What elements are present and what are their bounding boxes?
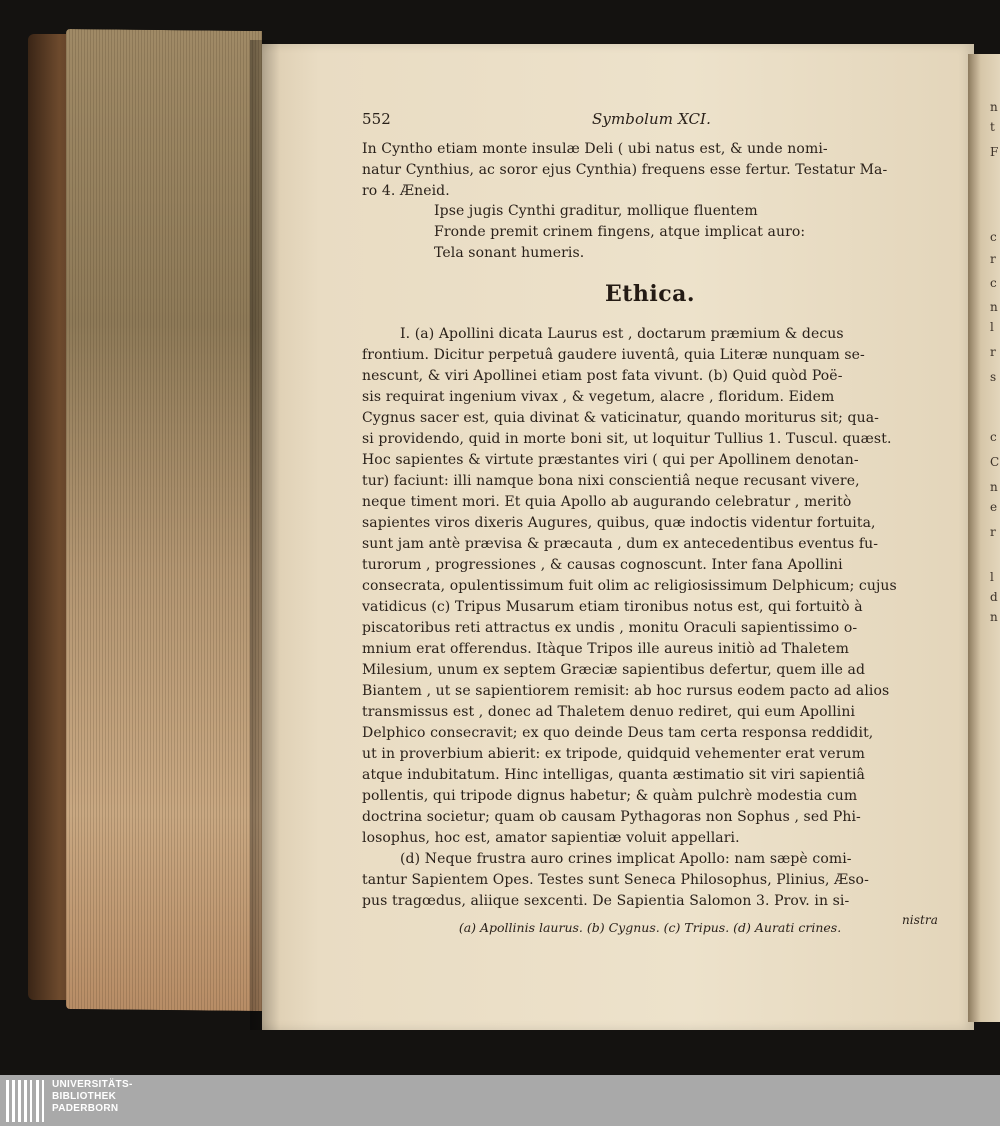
next-page-fragment: C (990, 455, 1000, 469)
next-page-fragment: n (990, 610, 998, 624)
body-line: (d) Neque frustra auro crines implicat Apollo: nam sæpè comi- (400, 851, 852, 867)
body-line: losophus, hoc est, amator sapientiæ voluit appellari. (362, 830, 740, 846)
page-number: 552 (362, 110, 391, 128)
next-page-fragment: c (990, 430, 997, 444)
verse-line: Tela sonant humeris. (434, 245, 585, 261)
page-gutter-shadow (250, 40, 280, 1030)
body-line: I. (a) Apollini dicata Laurus est , doctarum præmium & decus (400, 326, 844, 342)
next-page-fragment: r (990, 525, 996, 539)
body-line: consecrata, opulentissimum fuit olim ac religiosissimum Delphicum; cujus (362, 578, 897, 594)
body-line: mnium erat offerendus. Itàque Tripos ille aureus initiò ad Thaletem (362, 641, 850, 657)
body-line: vatidicus (c) Tripus Musarum etiam tironibus notus est, qui fortuitò à (362, 599, 863, 615)
verse-line: Fronde premit crinem fingens, atque implicat auro: (434, 224, 806, 240)
intro-line: ro 4. Æneid. (362, 183, 450, 199)
library-footer-bar (0, 1075, 1000, 1126)
next-page-fragment: t (990, 120, 995, 134)
library-name-line: UNIVERSITÄTS- (52, 1079, 133, 1090)
body-line: sapientes viros dixeris Augures, quibus, quæ indoctis videntur fortuita, (362, 515, 876, 531)
next-page-fragment: F (990, 145, 999, 159)
body-line: turorum , progressiones , & causas cognoscunt. Inter fana Apollini (362, 557, 843, 573)
next-page-fragment: e (990, 500, 998, 514)
body-line: tur) faciunt: illi namque bona nixi conscientiâ neque recusant vivere, (362, 473, 860, 489)
library-name-line: BIBLIOTHEK (52, 1091, 117, 1102)
body-line: ut in proverbium abierit: ex tripode, quidquid vehementer erat verum (362, 746, 865, 762)
library-name-line: PADERBORN (52, 1103, 119, 1114)
next-page-fragment: d (990, 590, 998, 604)
body-line: pollentis, qui tripode dignus habetur; & quàm pulchrè modestia cum (362, 788, 858, 804)
next-page-fragment: s (990, 370, 997, 384)
intro-line: In Cyntho etiam monte insulæ Deli ( ubi natus est, & unde nomi- (362, 141, 828, 157)
library-logo-icon (6, 1080, 46, 1122)
next-page-fragment: r (990, 252, 996, 266)
body-line: sis requirat ingenium vivax , & vegetum, alacre , floridum. Eidem (362, 389, 835, 405)
body-line: tantur Sapientem Opes. Testes sunt Seneca Philosophus, Plinius, Æso- (362, 872, 869, 888)
verse-quotation (362, 201, 938, 264)
body-line: atque indubitatum. Hinc intelligas, quanta æstimatio sit viri sapientiâ (362, 767, 865, 783)
next-page-fragment: c (990, 230, 997, 244)
ethica-body (362, 324, 938, 928)
verse-line: Ipse jugis Cynthi graditur, mollique fluentem (434, 203, 758, 219)
intro-line: natur Cynthius, ac soror ejus Cynthia) frequens esse fertur. Testatur Ma- (362, 162, 888, 178)
next-page-fragment: l (990, 570, 994, 584)
body-line: sunt jam antè prævisa & præcauta , dum ex antecedentibus eventus fu- (362, 536, 879, 552)
next-page-fragment: n (990, 100, 998, 114)
body-line: Biantem , ut se sapientiorem remisit: ab hoc rursus eodem pacto ad alios (362, 683, 890, 699)
next-page-margin (968, 54, 1000, 1022)
body-line: transmissus est , donec ad Thaletem denuo rediret, qui eum Apollini (362, 704, 856, 720)
next-page-fragment: r (990, 345, 996, 359)
next-page-fragment: n (990, 300, 998, 314)
library-name (52, 1079, 133, 1115)
next-page-fragment: l (990, 320, 994, 334)
next-page-fragment: c (990, 276, 997, 290)
body-line: Milesium, unum ex septem Græciæ sapientibus defertur, quem ille ad (362, 662, 866, 678)
body-line: Cygnus sacer est, quia divinat & vaticinatur, quando moriturus sit; qua- (362, 410, 879, 426)
page-header (362, 110, 938, 134)
intro-paragraph (362, 139, 938, 202)
section-title: Ethica. (604, 281, 696, 307)
body-line: piscatoribus reti attractus ex undis , monitu Oraculi sapientissimo o- (362, 620, 858, 636)
footnote-line: (a) Apollinis laurus. (b) Cygnus. (c) Tripus. (d) Aurati crines. (458, 920, 842, 935)
body-line: frontium. Dicitur perpetuâ gaudere iuventâ, quia Literæ nunquam se- (362, 347, 865, 363)
page-block-fore-edge (66, 29, 262, 1011)
catchword: nistra (901, 913, 938, 927)
body-line: pus tragœdus, aliique sexcenti. De Sapientia Salomon 3. Prov. in si- (362, 893, 850, 909)
body-line: neque timent mori. Et quia Apollo ab augurando celebratur , meritò (362, 494, 852, 510)
body-line: Delphico consecravit; ex quo deinde Deus tam certa responsa reddidit, (362, 725, 874, 741)
running-head: Symbolum XCI. (592, 110, 711, 128)
next-page-fragment: n (990, 480, 998, 494)
body-line: si providendo, quid in morte boni sit, ut loquitur Tullius 1. Tuscul. quæst. (362, 431, 892, 447)
body-line: nescunt, & viri Apollinei etiam post fata vivunt. (b) Quid quòd Poë- (362, 368, 843, 384)
body-line: doctrina societur; quam ob causam Pythagoras non Sophus , sed Phi- (362, 809, 861, 825)
body-line: Hoc sapientes & virtute præstantes viri ( qui per Apollinem denotan- (362, 452, 859, 468)
